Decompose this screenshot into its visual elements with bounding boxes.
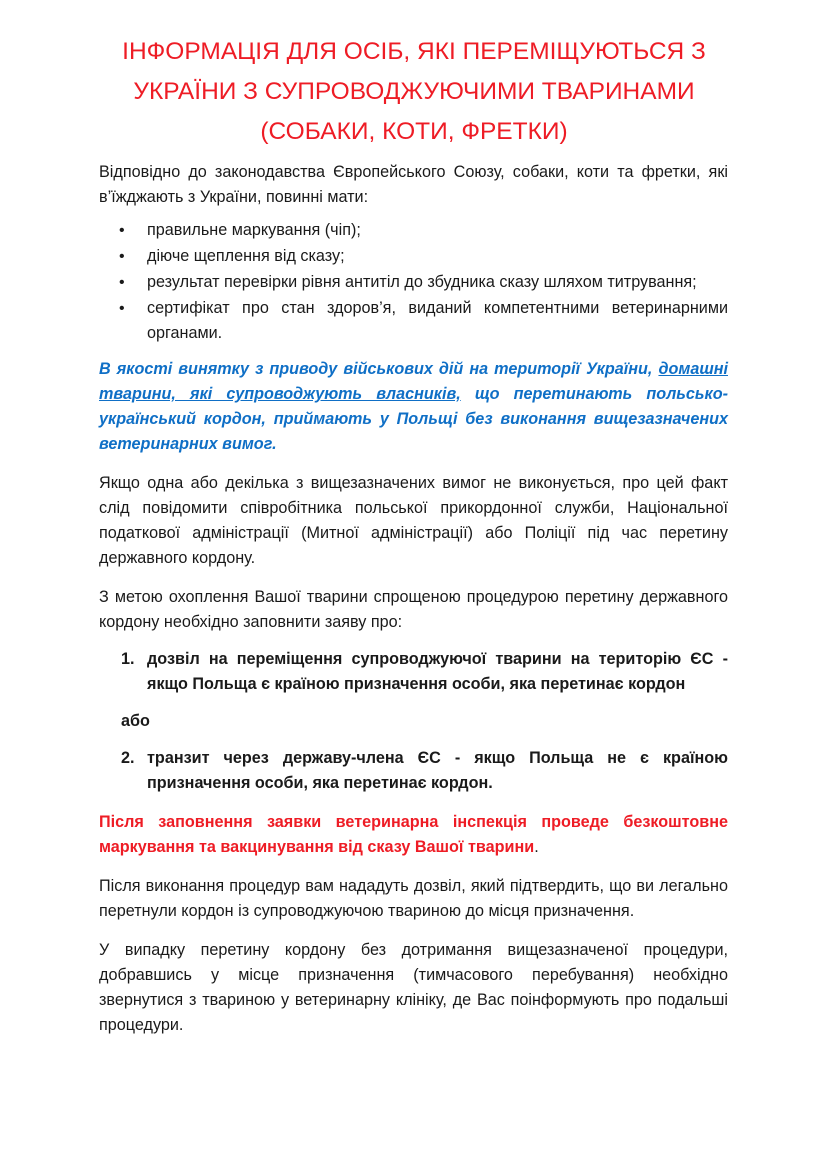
- requirement-text: результат перевірки рівня антитіл до збудника сказу шляхом титрування;: [147, 273, 697, 291]
- bullet-icon: •: [119, 274, 125, 291]
- bullet-icon: •: [119, 222, 125, 239]
- list-item: [99, 746, 728, 796]
- title-line-1: ІНФОРМАЦІЯ ДЛЯ ОСІБ, ЯКІ ПЕРЕМІЩУЮТЬСЯ З: [122, 38, 706, 65]
- title-line-2: УКРАЇНИ З СУПРОВОДЖУЮЧИМИ ТВАРИНАМИ: [133, 78, 695, 105]
- intro-paragraph: Відповідно до законодавства Європейського Союзу, собаки, коти та фретки, які в’їжджають з України, повинні мати:: [99, 163, 728, 206]
- free-vaccination-text: Після заповнення заявки ветеринарна інспекція проведе безкоштовне маркування та вакцинування від сказу Вашої тварини: [99, 813, 728, 856]
- list-item: [99, 270, 728, 295]
- document-page: [99, 32, 728, 1038]
- bullet-icon: •: [119, 248, 125, 265]
- exception-paragraph: [99, 357, 728, 457]
- free-vaccination-end: .: [534, 838, 539, 856]
- bullet-icon: •: [119, 300, 125, 317]
- requirement-text: діюче щеплення від сказу;: [147, 247, 345, 265]
- title-line-3: (СОБАКИ, КОТИ, ФРЕТКИ): [260, 118, 568, 145]
- permit-paragraph: Після виконання процедур вам нададуть дозвіл, який підтвердить, що ви легально перетнули кордон із супроводжуючою твариною до місця призначення.: [99, 877, 728, 920]
- requirement-text: правильне маркування (чіп);: [147, 221, 361, 239]
- or-separator: або: [121, 712, 150, 730]
- application-list-continued: [99, 746, 728, 796]
- list-item: [99, 218, 728, 243]
- item-number: 2.: [121, 749, 135, 767]
- free-vaccination-note: [99, 810, 728, 860]
- exception-text-start: В якості винятку з приводу військових дій на території України,: [99, 360, 659, 378]
- list-item: [99, 244, 728, 269]
- page-title: [84, 32, 744, 152]
- list-item: [99, 647, 728, 697]
- application-paragraph: З метою охоплення Вашої тварини спрощеною процедурою перетину державного кордону необхідно заповнити заяву про:: [99, 588, 728, 631]
- requirement-text: сертифікат про стан здоров’я, виданий компетентними ветеринарними органами.: [147, 299, 728, 342]
- list-item: [99, 296, 728, 346]
- application-list: [99, 647, 728, 697]
- application-item-text: дозвіл на переміщення супроводжуючої тварини на територію ЄС - якщо Польща є країною призначення особи, яка перетинає кордон: [147, 650, 728, 693]
- item-number: 1.: [121, 650, 135, 668]
- report-paragraph: Якщо одна або декілька з вищезазначених вимог не виконується, про цей факт слід повідомити співробітника польської прикордонної служби, Національної податкової адміністрації (Митної адміністрації) або Поліції під час перетину державного кордону.: [99, 474, 728, 567]
- requirements-list: [99, 218, 728, 346]
- exception-underlined-text: домашні тварини, які супроводжують власників,: [99, 360, 728, 403]
- application-item-text: транзит через державу-члена ЄС - якщо Польща не є країною призначення особи, яка перетинає кордон.: [147, 749, 728, 792]
- exception-text-end: що перетинають польсько-український кордон, приймають у Польщі без виконання вищезазначених ветеринарних вимог.: [99, 385, 728, 453]
- no-procedure-paragraph: У випадку перетину кордону без дотримання вищезазначеної процедури, добравшись у місце призначення (тимчасового перебування) необхідно звернутися з твариною у ветеринарну клініку, де Вас поінформують про подальші процедури.: [99, 941, 728, 1034]
